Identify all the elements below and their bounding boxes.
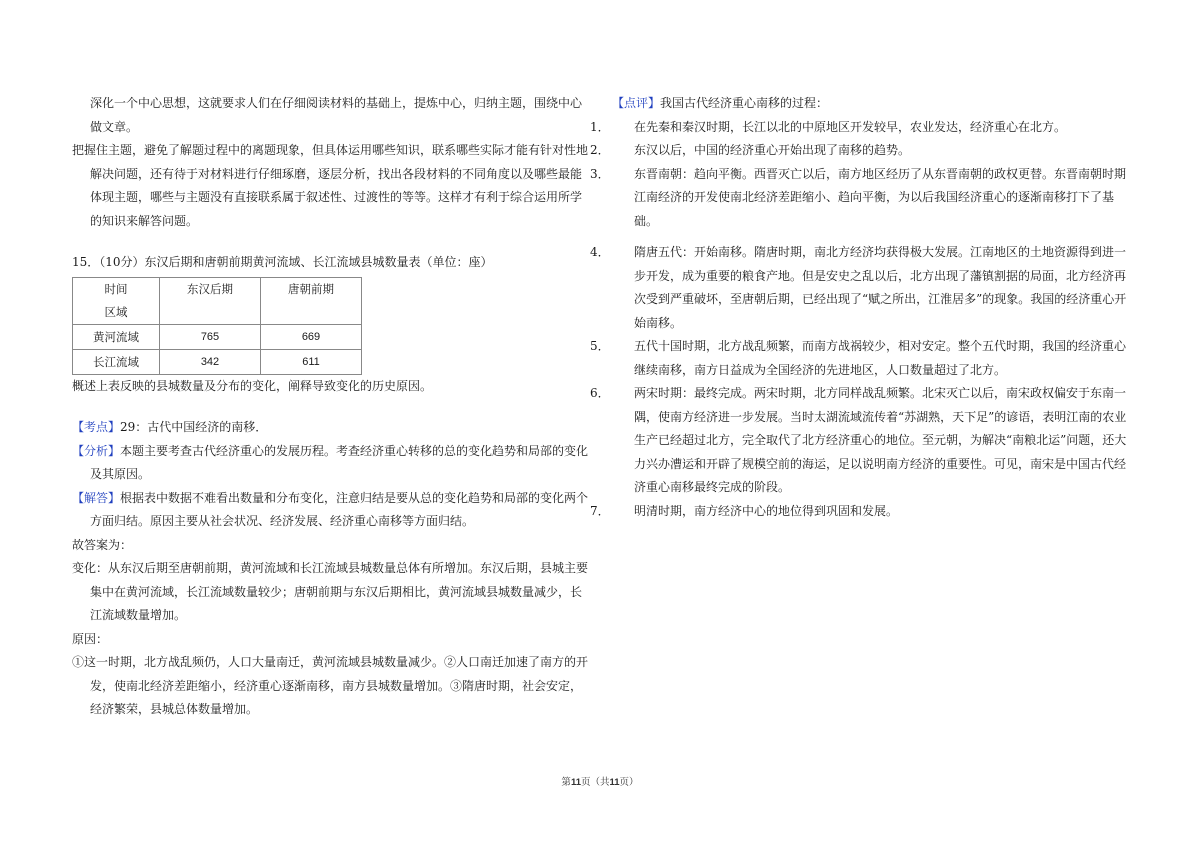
list-item	[590, 500, 1132, 524]
item-text: 两宋时期：最终完成。两宋时期，北方同样战乱频繁。北宋灭亡以后，南宋政权偏安于东南一隅，使南方经济进一步发展。当时太湖流域流传着“苏湖熟，天下足”的谚语，表明江南的农业生产已经超过北方，完全取代了北方经济重心的地位。至元朝，为解决“南粮北运”问题，还大力兴办漕运和开辟了规模空前的海运，足以说明南方经济的重要性。可见，南宋是中国古代经济重心南移最终完成的阶段。	[634, 386, 1127, 494]
item-text: 明清时期，南方经济中心的地位得到巩固和发展。	[634, 503, 899, 518]
item-number: 7．	[590, 503, 610, 518]
footer-mid: 页（共	[580, 777, 610, 788]
list-item	[590, 116, 1132, 140]
column-header-early-tang: 唐朝前期	[261, 277, 362, 324]
right-column	[590, 92, 1132, 523]
change-paragraph: 变化：从东汉后期至唐朝前期，黄河流域和长江流域县城数量总体有所增加。东汉后期，县城主要集中在黄河流域，长江流域数量较少；唐朝前期与东汉后期相比，黄河流域县城数量减少，长江流域数量增加。	[72, 561, 589, 622]
corner-time-label: 时间	[104, 281, 128, 296]
list-item	[590, 163, 1132, 234]
list-item	[590, 335, 1132, 382]
item-number: 6．	[590, 386, 610, 400]
row-label: 长江流域	[73, 349, 160, 374]
footer-total-pages: 11	[609, 777, 620, 788]
table-corner-cell	[73, 277, 160, 324]
left-column	[72, 92, 592, 722]
dianping-tag: 【点评】	[612, 96, 661, 110]
fenxi-tag: 【分析】	[72, 443, 121, 458]
reason-label: 原因：	[72, 631, 109, 646]
table-header-row	[73, 277, 362, 324]
item-text: 隋唐五代：开始南移。隋唐时期，南北方经济均获得极大发展。江南地区的土地资源得到进一步开发，成为重要的粮食产地。但是安史之乱以后，北方出现了藩镇割据的局面，北方经济再次受到严重破坏，至唐朝后期，已经出现了“赋之所出，江淮居多”的现象。我国的经济重心开始南移。	[634, 245, 1127, 330]
continued-paragraph: 深化一个中心思想，这就要求人们在仔细阅读材料的基础上，提炼中心，归纳主题，围绕中心做文章。	[90, 96, 583, 134]
item-number: 5．	[590, 339, 610, 353]
answer-label: 故答案为：	[72, 537, 133, 552]
dianping-text: 我国古代经济重心南移的过程：	[660, 96, 829, 110]
jieda-section	[72, 487, 592, 534]
table-row	[73, 324, 362, 349]
fenxi-section	[72, 440, 592, 487]
jieda-text: 根据表中数据不难看出数量和分布变化，注意归结是要从总的变化趋势和局部的变化两个方面归结。原因主要从社会状况、经济发展、经济重心南移等方面归结。	[90, 490, 589, 528]
theme-paragraph: 把握住主题，避免了解题过程中的离题现象，但具体运用哪些知识，联系哪些实际才能有针对性地解决问题，还有待于对材料进行仔细琢磨，逐层分析，找出各段材料的不同角度以及哪些最能体现主题，哪些与主题没有直接联系属于叙述性、过渡性的等等。这样才有利于综合运用所学的知识来解答问题。	[72, 143, 589, 228]
county-count-table	[72, 277, 362, 375]
question-15-title: 15．（10分）东汉后期和唐朝前期黄河流域、长江流域县城数量表（单位：座）	[72, 255, 493, 269]
table-cell: 611	[261, 349, 362, 374]
kaodian-section	[72, 416, 592, 440]
column-header-eastern-han: 东汉后期	[160, 277, 261, 324]
item-text: 东汉以后，中国的经济重心开始出现了南移的趋势。	[634, 143, 911, 157]
reason-paragraph: ①这一时期，北方战乱频仍，人口大量南迁，黄河流域县城数量减少。②人口南迁加速了南方的开发，使南北经济差距缩小，经济重心逐渐南移，南方县城数量增加。③隋唐时期，社会安定，经济繁荣，县城总体数量增加。	[72, 655, 589, 716]
row-label: 黄河流域	[73, 324, 160, 349]
kaodian-tag: 【考点】	[72, 420, 121, 434]
page-footer	[0, 774, 1200, 788]
item-text: 五代十国时期，北方战乱频繁，而南方战祸较少，相对安定。整个五代时期，我国的经济重心继续南移，南方日益成为全国经济的先进地区，人口数量超过了北方。	[634, 339, 1127, 377]
table-row	[73, 349, 362, 374]
fenxi-text: 本题主要考查古代经济重心的发展历程。考查经济重心转移的总的变化趋势和局部的变化及其原因。	[90, 443, 589, 481]
kaodian-text: 29：古代中国经济的南移．	[120, 420, 268, 434]
table-cell: 669	[261, 324, 362, 349]
item-number: 3．	[590, 166, 610, 181]
list-item	[590, 382, 1132, 500]
jieda-tag: 【解答】	[72, 490, 121, 505]
footer-suffix: 页）	[619, 777, 639, 788]
table-cell: 342	[160, 349, 261, 374]
footer-prefix: 第	[561, 777, 571, 788]
item-number: 2．	[590, 143, 610, 157]
item-text: 在先秦和秦汉时期，长江以北的中原地区开发较早，农业发达，经济重心在北方。	[634, 119, 1067, 134]
question-15-prompt: 概述上表反映的县城数量及分布的变化，阐释导致变化的历史原因。	[72, 378, 433, 393]
corner-region-label: 区域	[104, 304, 128, 319]
item-number: 1．	[590, 119, 610, 134]
item-number: 4．	[590, 245, 610, 259]
list-item	[590, 241, 1132, 335]
item-text: 东晋南朝：趋向平衡。西晋灭亡以后，南方地区经历了从东晋南朝的政权更替。东晋南朝时期江南经济的开发使南北经济差距缩小、趋向平衡，为以后我国经济重心的逐渐南移打下了基础。	[634, 166, 1127, 228]
dianping-section	[612, 92, 1132, 116]
footer-page-number: 11	[570, 777, 581, 788]
table-cell: 765	[160, 324, 261, 349]
list-item	[590, 139, 1132, 163]
